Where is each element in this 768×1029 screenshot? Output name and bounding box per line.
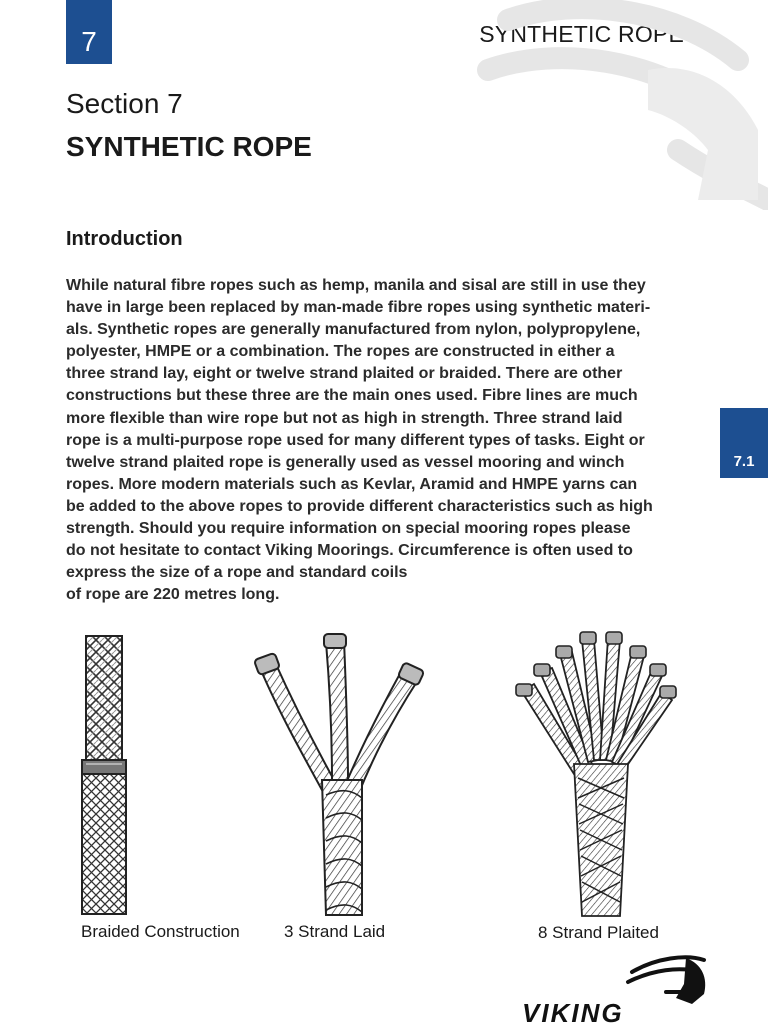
page-number-tab bbox=[720, 408, 768, 478]
intro-paragraph bbox=[66, 275, 706, 606]
eight-strand-rope-illustration bbox=[512, 628, 682, 920]
braided-caption: Braided Construction bbox=[81, 922, 240, 941]
three-strand-caption: 3 Strand Laid bbox=[284, 922, 386, 941]
viking-logo-text: VIKING bbox=[522, 998, 624, 1028]
paragraph-line: express the size of a rope and standard coils bbox=[66, 564, 408, 582]
paragraph-line: be added to the above ropes to provide different characteristics such as high bbox=[66, 497, 653, 515]
paragraph-line: strength. Should you require information on special mooring ropes please bbox=[66, 520, 631, 538]
paragraph-line: do not hesitate to contact Viking Moorings. Circumference is often used to bbox=[66, 542, 633, 560]
paragraph-line: more flexible than wire rope but not as high in strength. Three strand laid bbox=[66, 409, 623, 427]
running-header-title: SYNTHETIC ROPE bbox=[479, 21, 684, 47]
section-title: SYNTHETIC ROPE bbox=[66, 131, 312, 162]
braided-rope-illustration bbox=[78, 634, 130, 916]
eight-strand-caption: 8 Strand Plaited bbox=[538, 923, 659, 942]
paragraph-line: twelve strand plaited rope is generally used as vessel mooring and winch bbox=[66, 453, 625, 471]
paragraph-line: constructions but these three are the main ones used. Fibre lines are much bbox=[66, 387, 638, 405]
intro-heading: Introduction bbox=[66, 228, 183, 250]
paragraph-line: polyester, HMPE or a combination. The ropes are constructed in either a bbox=[66, 343, 615, 361]
paragraph-line: While natural fibre ropes such as hemp, manila and sisal are still in use they bbox=[66, 277, 646, 294]
helmet-watermark-icon bbox=[468, 0, 768, 210]
page-number: 7.1 bbox=[733, 453, 755, 470]
paragraph-line: of rope are 220 metres long. bbox=[66, 586, 280, 604]
paragraph-line: als. Synthetic ropes are generally manufactured from nylon, polypropylene, bbox=[66, 321, 641, 339]
chapter-number: 7 bbox=[81, 26, 97, 57]
paragraph-line: rope is a multi-purpose rope used for many different types of tasks. Eight or bbox=[66, 431, 645, 449]
paragraph-line: have in large been replaced by man-made fibre ropes using synthetic materi- bbox=[66, 299, 651, 317]
paragraph-line: three strand lay, eight or twelve strand plaited or braided. There are other bbox=[66, 365, 623, 383]
section-number: Section 7 bbox=[66, 88, 183, 119]
paragraph-line: ropes. More modern materials such as Kevlar, Aramid and HMPE yarns can bbox=[66, 475, 638, 493]
chapter-tab bbox=[66, 0, 112, 64]
three-strand-rope-illustration bbox=[252, 630, 442, 920]
